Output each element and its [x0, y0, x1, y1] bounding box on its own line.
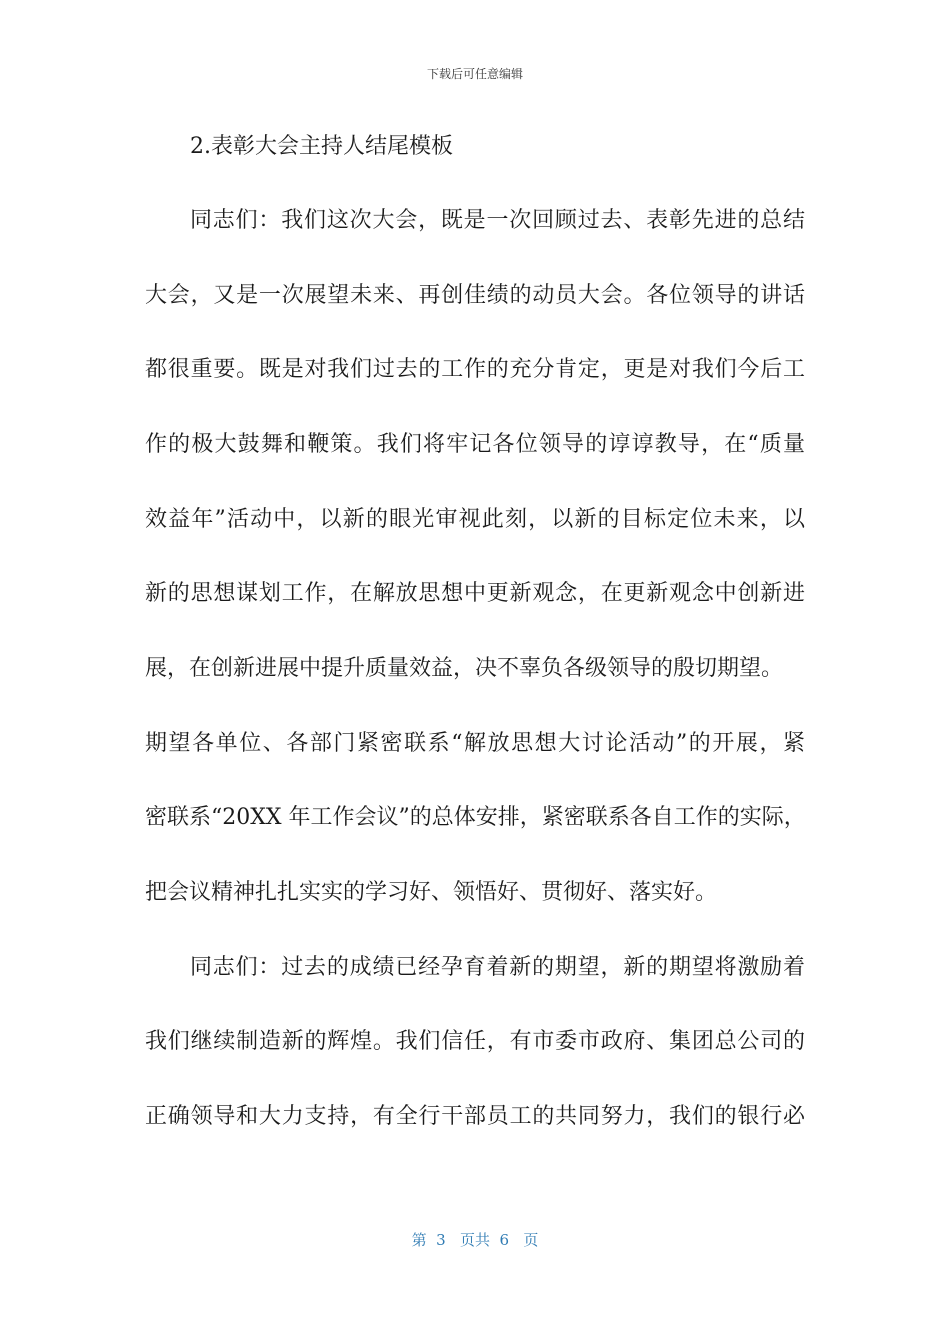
paragraph-line: 都很重要。既是对我们过去的工作的充分肯定，更是对我们今后工	[145, 357, 805, 382]
section-title: 2.表彰大会主持人结尾模板	[190, 134, 453, 159]
paragraph-line: 密联系“20XX 年工作会议”的总体安排，紧密联系各自工作的实际，	[145, 805, 806, 830]
page-footer: 第 3 页共 6 页	[411, 1231, 539, 1249]
paragraph-line: 新的思想谋划工作，在解放思想中更新观念，在更新观念中创新进	[145, 581, 805, 606]
paragraph-line: 作的极大鼓舞和鞭策。我们将牢记各位领导的谆谆教导，在“质量	[145, 432, 805, 457]
paragraph-line: 正确领导和大力支持，有全行干部员工的共同努力，我们的银行必	[145, 1104, 805, 1129]
page-header: 下载后可任意编辑	[426, 67, 523, 81]
paragraph-line: 我们继续制造新的辉煌。我们信任，有市委市政府、集团总公司的	[145, 1029, 805, 1054]
paragraph-line: 大会，又是一次展望未来、再创佳绩的动员大会。各位领导的讲话	[145, 283, 805, 308]
paragraph-line: 同志们：过去的成绩已经孕育着新的期望，新的期望将激励着	[190, 955, 805, 980]
paragraph-line: 效益年”活动中，以新的眼光审视此刻，以新的目标定位未来，以	[145, 507, 805, 532]
paragraph-line: 期望各单位、各部门紧密联系“解放思想大讨论活动”的开展，紧	[145, 731, 805, 756]
paragraph-line: 把会议精神扎扎实实的学习好、领悟好、贯彻好、落实好。	[145, 880, 718, 905]
paragraph-line: 展，在创新进展中提升质量效益，决不辜负各级领导的殷切期望。	[145, 656, 784, 681]
paragraph-line: 同志们：我们这次大会，既是一次回顾过去、表彰先进的总结	[190, 208, 805, 233]
